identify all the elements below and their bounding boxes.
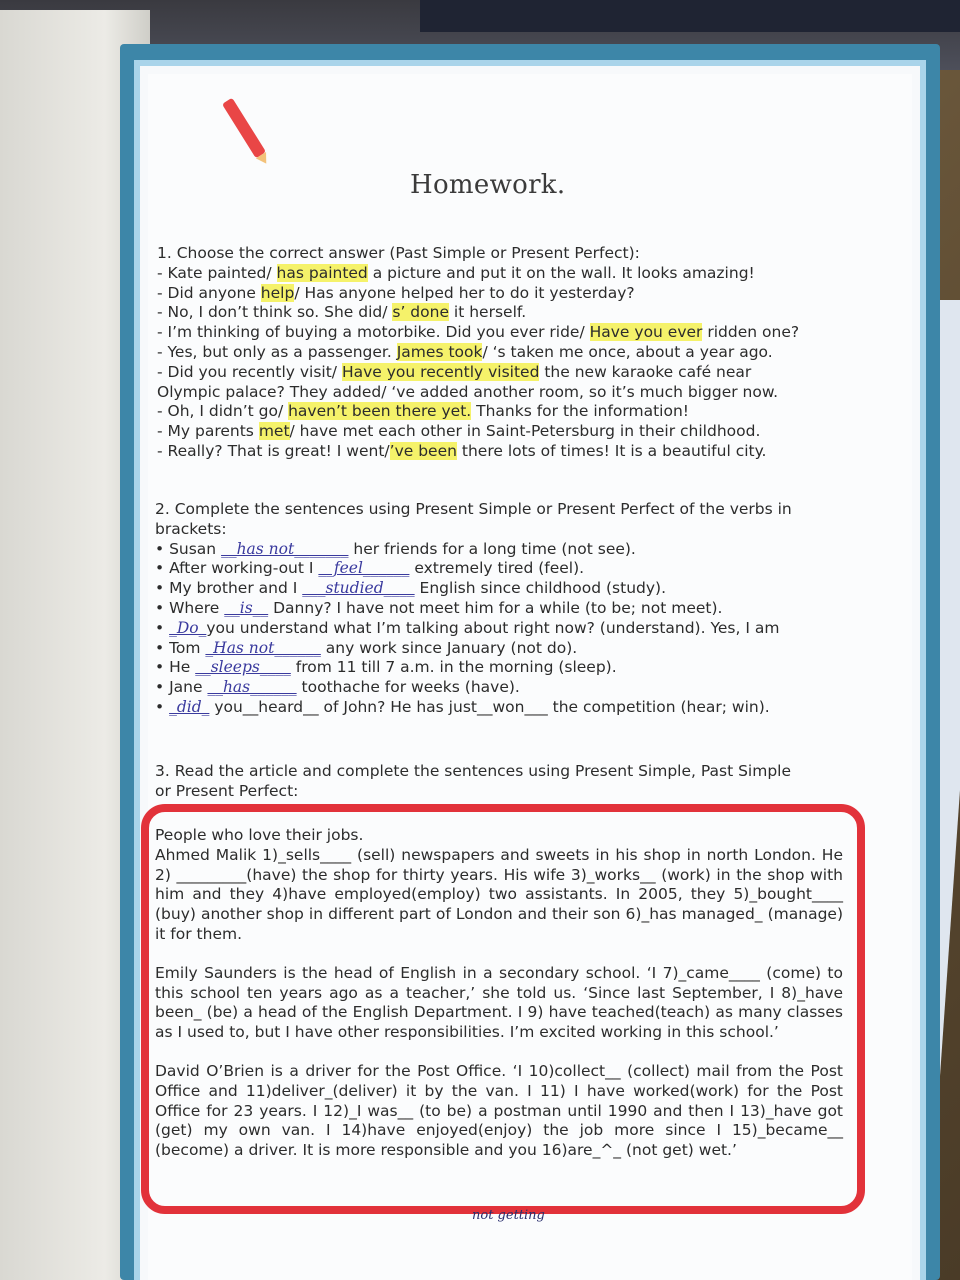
ex1-highlight: has painted — [276, 263, 368, 282]
ex1-text: - I’m thinking of buying a motorbike. Did you ever ride/ — [157, 323, 590, 342]
ex2-text: • — [155, 618, 170, 637]
ex2-answer[interactable]: __feel______ — [318, 559, 410, 578]
ex1-highlight: James took — [396, 342, 483, 361]
ex1-text: - Did you recently visit/ — [157, 362, 342, 381]
exercise-2 — [155, 500, 835, 718]
exercise-2-heading-cont: brackets: — [155, 519, 227, 538]
ex1-text: it herself. — [449, 303, 527, 322]
ex2-line — [155, 579, 835, 599]
ex2-text: toothache for weeks (have). — [296, 678, 520, 697]
ex2-line — [155, 698, 835, 718]
exercise-1 — [157, 244, 837, 462]
ex1-line — [157, 442, 837, 462]
ex1-line — [157, 343, 837, 363]
ex1-highlight: Have you ever — [589, 323, 703, 342]
ex2-line — [155, 658, 835, 678]
ex2-line — [155, 599, 835, 619]
ex1-text: - Really? That is great! I went/ — [157, 441, 390, 460]
ex1-highlight: Have you recently visited — [341, 362, 540, 381]
notebook-spine — [420, 0, 960, 32]
ex1-line — [157, 422, 837, 442]
ex1-text: / have met each other in Saint-Petersburg in their childhood. — [289, 422, 761, 441]
ex2-answer[interactable]: _did_ — [169, 697, 210, 716]
ex1-highlight: haven’t been there yet. — [288, 402, 472, 421]
ex1-line — [157, 323, 837, 343]
exercise-3-heading: 3. Read the article and complete the sentences using Present Simple, Past Simple — [155, 762, 792, 780]
ex2-text: extremely tired (feel). — [409, 559, 585, 578]
ex1-line — [157, 264, 837, 284]
ex1-line — [157, 402, 837, 422]
ex2-text: any work since January (not do). — [320, 638, 578, 657]
exercise-3-heading-cont: or Present Perfect: — [155, 781, 299, 800]
ex1-highlight: help — [260, 283, 295, 302]
page-title: Homework. — [410, 170, 566, 200]
ex2-answer[interactable]: __has______ — [207, 678, 297, 697]
ex2-line — [155, 619, 835, 639]
ex2-text: her friends for a long time (not see). — [348, 539, 636, 558]
ex2-text: • Susan — [155, 539, 222, 558]
ex2-text: • After working-out I — [155, 559, 319, 578]
ex1-text: there lots of times! It is a beautiful city. — [456, 441, 767, 460]
ex1-line — [157, 383, 837, 403]
ex2-text: from 11 till 7 a.m. in the morning (sleep). — [290, 658, 617, 677]
ex1-text: Olympic palace? They added/ ‘ve added another room, so it’s much bigger now. — [157, 382, 779, 401]
ex1-text: / ‘s taken me once, about a year ago. — [482, 342, 773, 361]
ex1-text: the new karaoke café near — [539, 362, 752, 381]
ex2-text: you understand what I’m talking about right now? (understand). Yes, I am — [206, 618, 780, 637]
exercise-1-heading: 1. Choose the correct answer (Past Simple or Present Perfect): — [157, 244, 640, 262]
ex1-text: - Did anyone — [157, 283, 261, 302]
ex1-line — [157, 284, 837, 304]
ex1-text: ridden one? — [702, 323, 800, 342]
exercise-3 — [155, 762, 845, 802]
ex1-text: - Yes, but only as a passenger. — [157, 342, 397, 361]
article-paragraph-1: Ahmed Malik 1)_sells____ (sell) newspapers and sweets in his shop in north London. He 2) _________(have) the shop for thirty years. His wife 3)_works__ (work) in the shop with him and they 4)have employed(employ) two assistants. In 2005, they 5)_bought____ (buy) another shop in different part of London and their son 6)_has managed_ (manage) it for them. — [155, 845, 843, 943]
article-intro: People who love their jobs. — [155, 826, 364, 844]
ex2-text: • Tom — [155, 638, 206, 657]
ex2-text: • — [155, 697, 170, 716]
ex2-text: you__heard__ of John? He has just__won___ the competition (hear; win). — [209, 697, 770, 716]
handwritten-note: not getting — [472, 1208, 545, 1223]
ex1-highlight: s’ done — [392, 303, 449, 322]
ex2-text: Danny? I have not meet him for a while (to be; not meet). — [268, 598, 723, 617]
ex1-line — [157, 363, 837, 383]
ex1-text: - My parents — [157, 422, 259, 441]
article-paragraph-2: Emily Saunders is the head of English in a secondary school. ‘I 7)_came____ (come) to this school ten years ago as a teacher,’ she told us. ‘Since last September, I 8)_have been_ (be) a head of the English Department. I 9) have teached(teach) as many classes as I used to, but I have other responsibilities. I’m excited working in this school.’ — [155, 963, 843, 1042]
ex2-answer[interactable]: __has not_______ — [221, 539, 349, 558]
ex2-text: • Jane — [155, 678, 208, 697]
ex2-text: • He — [155, 658, 196, 677]
ex2-line — [155, 678, 835, 698]
exercise-2-heading: 2. Complete the sentences using Present Simple or Present Perfect of the verbs in — [155, 500, 792, 518]
article-text — [155, 826, 843, 1180]
ex2-answer[interactable]: _Has not______ — [205, 638, 321, 657]
article-paragraph-3: David O’Brien is a driver for the Post Office. ‘I 10)collect__ (collect) mail from the Post Office and 11)deliver_(deliver) it by the van. I 11) I have worked(work) for the Post Office for 23 years. I 12)_I was__ (to be) a postman until 1990 and then I 13)_have got (get) my own van. I 14)have enjoyed(enjoy) the job more since I 15)_became__ (become) a driver. It is more responsible and you 16)are_^_ (not get) wet.’ — [155, 1061, 843, 1160]
ex1-highlight: met — [258, 422, 290, 441]
ex2-line — [155, 639, 835, 659]
ex2-answer[interactable]: __sleeps____ — [195, 658, 291, 677]
ex2-text: English since childhood (study). — [414, 579, 667, 598]
ex1-line — [157, 303, 837, 323]
ex1-text: - Kate painted/ — [157, 263, 277, 282]
ex2-line — [155, 559, 835, 579]
ex2-line — [155, 540, 835, 560]
ex1-text: - Oh, I didn’t go/ — [157, 402, 289, 421]
ex2-answer[interactable]: _Do_ — [169, 618, 207, 637]
ex1-text: Thanks for the information! — [471, 402, 689, 421]
ex2-answer[interactable]: ___studied____ — [302, 579, 415, 598]
ex2-text: • My brother and I — [155, 579, 303, 598]
ex1-text: - No, I don’t think so. She did/ — [157, 303, 393, 322]
ex1-text: / Has anyone helped her to do it yesterday? — [294, 283, 635, 302]
ex1-highlight: ’ve been — [389, 441, 457, 460]
ex2-text: • Where — [155, 598, 225, 617]
ex1-text: a picture and put it on the wall. It looks amazing! — [367, 263, 755, 282]
ex2-answer[interactable]: __is__ — [224, 598, 269, 617]
